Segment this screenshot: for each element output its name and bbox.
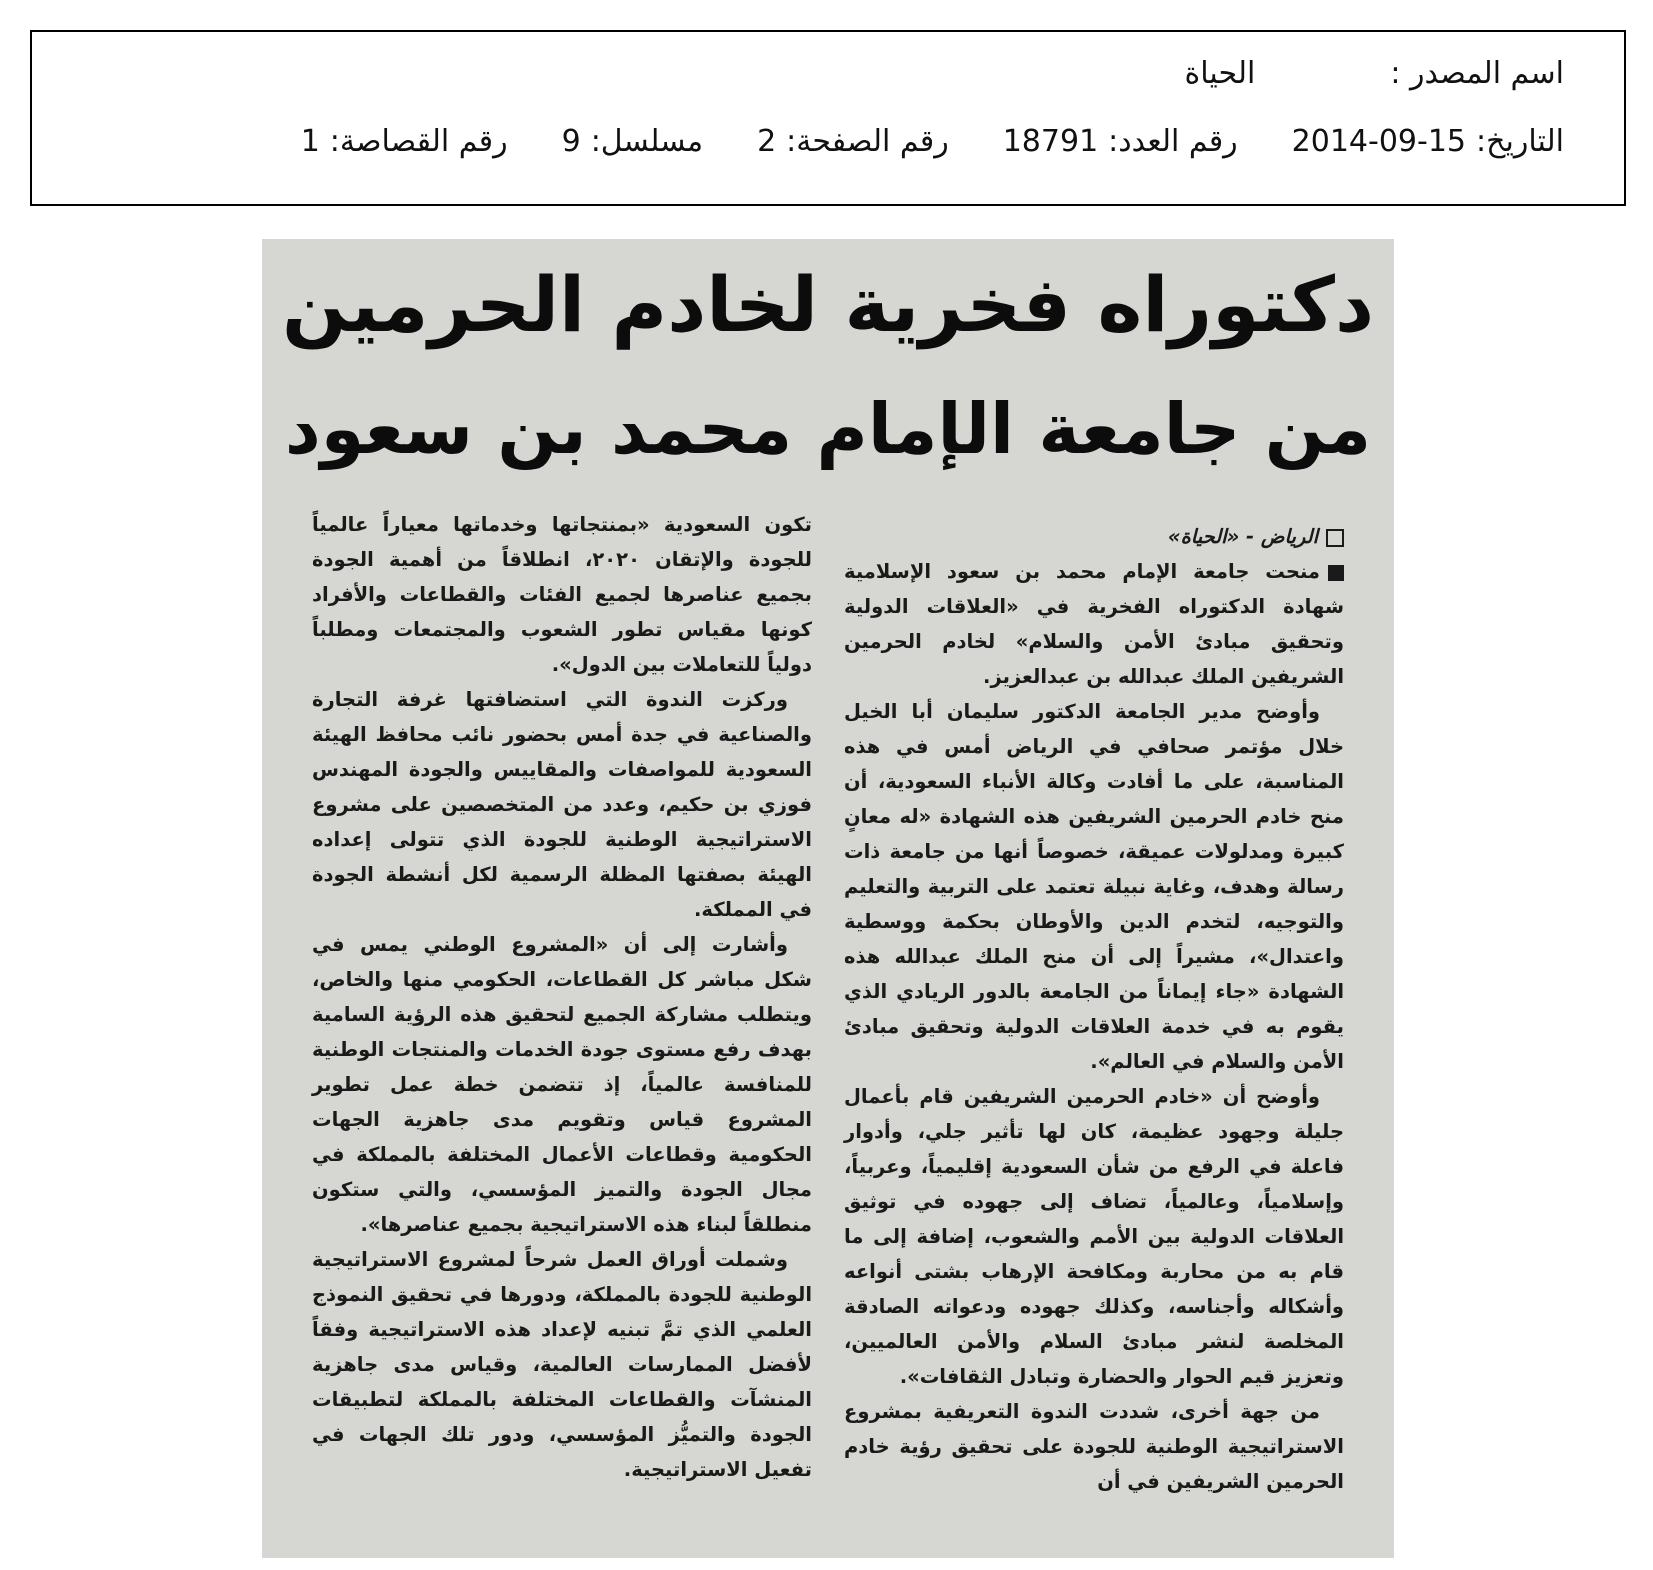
paragraph: [844, 554, 1344, 694]
paragraph: وأشارت إلى أن «المشروع الوطني يمس في شكل مباشر كل القطاعات، الحكومي منها والخاص، ويتطلب مشاركة الجميع لتحقيق هذه الرؤية السامية بهدف رفع مستوى جودة الخدمات والمنتجات الوطنية للمنافسة عالمياً، إذ تتضمن خطة عمل تطوير المشروع قياس وتقويم مدى جاهزية الجهات الحكومية وقطاعات الأعمال المختلفة بالمملكة في مجال الجودة والتميز المؤسسي، والتي ستكون منطلقاً لبناء هذه الاستراتيجية بجميع عناصرها».: [312, 933, 812, 1236]
clip-field: [301, 124, 508, 159]
headline-line-2: من جامعة الإمام محمد بن سعود: [284, 388, 1372, 470]
clipping-metadata-box: [30, 30, 1626, 206]
issue-label: رقم العدد:: [1108, 124, 1238, 159]
clip-value: 1: [300, 124, 320, 159]
date-value: 2014-09-15: [1291, 124, 1467, 159]
serial-field: [562, 124, 703, 159]
details-row: [301, 124, 1564, 159]
source-value: الحياة: [1184, 56, 1256, 91]
serial-value: 9: [561, 124, 581, 159]
dateline-box-icon: [1326, 529, 1344, 547]
page-label: رقم الصفحة:: [786, 124, 949, 159]
paragraph: وأوضح أن «خادم الحرمين الشريفين قام بأعمال جليلة وجهود عظيمة، كان لها تأثير جلي، وأدوار فاعلة في الرفع من شأن السعودية إقليمياً، وعربياً، وإسلامياً، وعالمياً، تضاف إلى جهوده في توثيق العلاقات الدولية بين الأمم والشعوب، إضافة إلى ما قام به من محاربة ومكافحة الإرهاب بشتى أنواعه وأشكاله وأجناسه، وكذلك جهوده ودعواته الصادقة المخلصة لنشر مبادئ السلام والأمن العالميين، وتعزيز قيم الحوار والحضارة وتبادل الثقافات».: [844, 1085, 1344, 1388]
paragraph: من جهة أخرى، شددت الندوة التعريفية بمشروع الاستراتيجية الوطنية للجودة على تحقيق رؤية خادم الحرمين الشريفين في أن: [844, 1400, 1344, 1493]
issue-value: 18791: [1002, 124, 1099, 159]
source-label: اسم المصدر :: [1390, 56, 1564, 91]
page-value: 2: [757, 124, 777, 159]
paragraph: وركزت الندوة التي استضافتها غرفة التجارة والصناعية في جدة أمس بحضور نائب محافظ الهيئة السعودية للمواصفات والمقاييس والجودة المهندس فوزي بن حكيم، وعدد من المتخصصين على مشروع الاستراتيجية الوطنية للجودة الذي تتولى إعداده الهيئة بصفتها المظلة الرسمية لكل أنشطة الجودة في المملكة.: [312, 688, 812, 921]
lead-square-icon: [1328, 565, 1344, 581]
source-field: [1380, 56, 1564, 91]
paragraph: وأوضح مدير الجامعة الدكتور سليمان أبا الخيل خلال مؤتمر صحافي في الرياض أمس في هذه المناسبة، على ما أفادت وكالة الأنباء السعودية، أن منح خادم الحرمين الشريفين هذه الشهادة «له معانٍ كبيرة ومدلولات عميقة، خصوصاً أنها من جامعة ذات رسالة وهدف، وغاية نبيلة تعتمد على التربية والتعليم والتوجيه، لتخدم الدين والأوطان بحكمة ووسطية واعتدال»، مشيراً إلى أن منح الملك عبدالله هذه الشهادة «جاء إيماناً من الجامعة بالدور الريادي الذي يقوم به في خدمة العلاقات الدولية وتحقيق مبادئ الأمن والسلام في العالم».: [844, 700, 1344, 1073]
article-column-right: [844, 519, 1344, 1499]
article-column-left: [312, 507, 812, 1487]
serial-label: مسلسل:: [590, 124, 704, 159]
paragraph: وشملت أوراق العمل شرحاً لمشروع الاستراتيجية الوطنية للجودة بالمملكة، ودورها في تحقيق النموذج العلمي الذي تمَّ تبنيه لإعداد هذه الاستراتيجية وفقاً لأفضل الممارسات العالمية، وقياس مدى جاهزية المنشآت والقطاعات المختلفة بالمملكة لتطبيقات الجودة والتميُّز المؤسسي، ودور تلك الجهات في تفعيل الاستراتيجية.: [312, 1248, 812, 1481]
headline-line-1: دكتوراه فخرية لخادم الحرمين: [281, 260, 1374, 349]
source-row: [1185, 56, 1564, 91]
dateline: [844, 519, 1344, 554]
issue-field: [1003, 124, 1238, 159]
paragraph-text: منحت جامعة الإمام محمد بن سعود الإسلامية شهادة الدكتوراه الفخرية في «العلاقات الدولية وتحقيق مبادئ الأمن والسلام» لخادم الحرمين الشريفين الملك عبدالله بن عبدالعزيز.: [844, 560, 1344, 688]
newspaper-clipping: [262, 239, 1394, 1558]
clip-label: رقم القصاصة:: [329, 124, 508, 159]
date-field: [1292, 124, 1564, 159]
paragraph: تكون السعودية «بمنتجاتها وخدماتها معياراً عالمياً للجودة والإتقان ٢٠٢٠، انطلاقاً من أهمية الجودة بجميع عناصرها لجميع الفئات والقطاعات والأفراد كونها مقياس تطور الشعوب والمجتمعات ومطلباً دولياً للتعاملات بين الدول».: [312, 513, 812, 676]
dateline-text: الرياض - «الحياة»: [1167, 525, 1318, 548]
date-label: التاريخ:: [1476, 124, 1564, 159]
page-field: [757, 124, 949, 159]
